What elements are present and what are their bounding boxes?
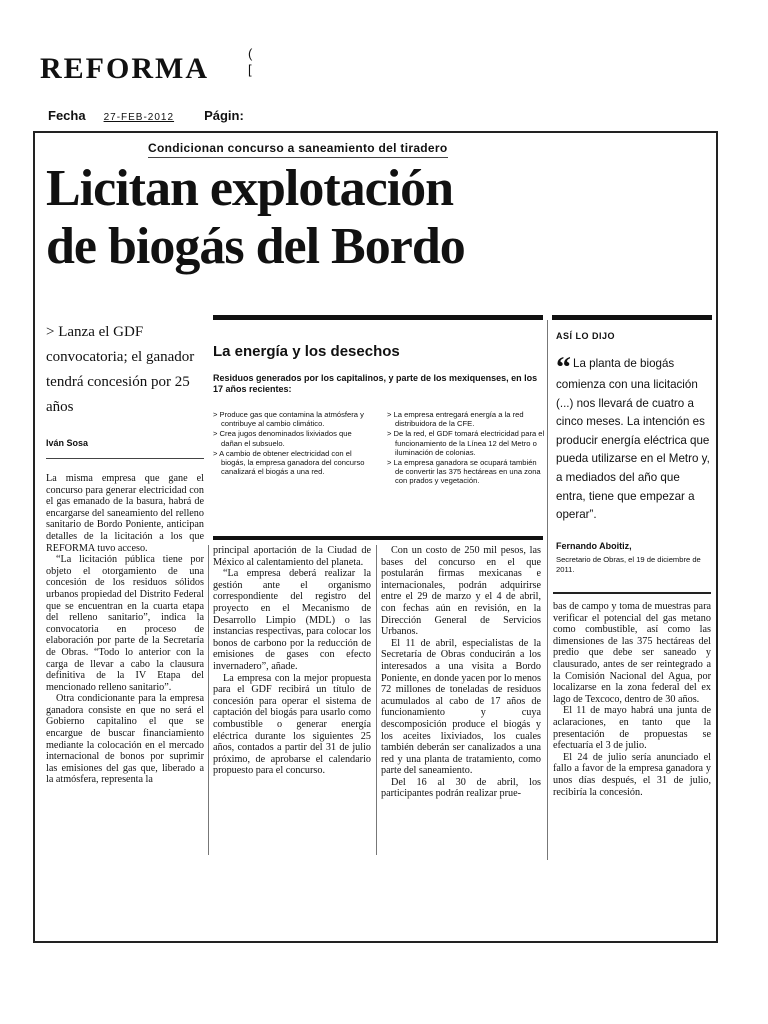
newspaper-logo: REFORMA: [40, 52, 209, 85]
paragraph: Otra condicionante para la empresa ganadora consiste en que no será el Gobierno capitalino el que se encargue de buscar financiamiento mediante la colocación en el mercado internacional de bonos por suprimir las emisiones del gas que, liberado a la atmósfera, representa la: [46, 693, 204, 786]
paragraph: “La empresa deberá realizar la gestión ante el organismo correspondiente del registro del proyecto en el Mecanismo de Desarrollo Limpio (MDL) o las instancias respectivas, para colocar los bonos de carbono por la reducción de emisiones de gases con efecto invernadero”, añade.: [213, 568, 371, 672]
column-divider: [208, 545, 209, 855]
article-headline: [46, 160, 646, 276]
paragraph: Del 16 al 30 de abril, los participantes podrán realizar prue-: [381, 776, 541, 800]
column-divider: [376, 545, 377, 855]
article-column-3: [381, 545, 541, 800]
article-kicker: Condicionan concurso a saneamiento del tiradero: [148, 141, 448, 158]
quote-bottom-rule: [553, 592, 711, 594]
quote-mark: “: [556, 351, 571, 384]
paragraph: El 11 de abril, especialistas de la Secretaría de Obras conducirán a los interesados a una visita a Bordo Poniente, en donde yacen por lo menos 72 millones de toneladas de residuos acumulados al cabo de 17 años de funcionamiento y cuya descomposición produce el biogás y los aceites lixiviados, los cuales también deberán ser canalizados a una red y una planta de tratamiento, como parte del saneamiento.: [381, 637, 541, 777]
pull-quote: [556, 351, 712, 525]
paragraph: El 24 de julio sería anunciado el fallo a favor de la empresa ganadora y unos días después, el 31 de julio, recibiría la concesión.: [553, 751, 711, 798]
paragraph: bas de campo y toma de muestras para verificar el potencial del gas metano como combustible, así como las dimensiones de las 375 hectáreas del predio que debe ser saneado y clausurado, antes de ser reintegrado a la Comisión Nacional del Agua, por localizarse en la zona federal del ex lago de Texcoco, dentro de 30 años.: [553, 601, 711, 705]
pagina-label: Págin:: [204, 108, 244, 123]
sidebar-bullet: > La empresa ganadora se ocupará también de convertir las 375 hectáreas en una zona con prados y vegetación.: [387, 458, 541, 486]
sidebar-subtitle: Residuos generados por los capitalinos, y parte de los mexiquenses, en los 17 años recientes:: [213, 373, 538, 394]
sidebar-bullet: > Crea jugos denominados lixiviados que dañan el subsuelo.: [213, 429, 352, 448]
sidebar-title: La energía y los desechos: [213, 343, 400, 360]
headline-line-1: Licitan explotación: [46, 160, 454, 217]
paragraph: La empresa con la mejor propuesta para el GDF recibirá un título de concesión para operar el sistema de captación del biogás para usarlo como combustible o generar energía eléctrica durante los siguientes 25 años, contados a partir del 31 de julio próximo, de aprobarse el calendario propuesto para el concurso.: [213, 672, 371, 777]
sidebar-bottom-rule: [213, 536, 543, 540]
sidebar-bullet: > A cambio de obtener electricidad con el biogás, la empresa ganadora del concurso canalizará el biogás a una red.: [213, 448, 365, 477]
paragraph: “La licitación pública tiene por objeto el otorgamiento de una concesión de los residuos sólidos urbanos propiedad del Distrito Federal que se encuentran en la cuarta etapa del relleno sanitario”, indica la convocatoria en proceso de elaboración por parte de la Secretaría de Obras. “Todo lo anterior con la carga de llevar a cabo la clausura definitiva de la IV Etapa del mencionado relleno sanitario”.: [46, 554, 204, 693]
fecha-label: Fecha: [48, 108, 86, 123]
sidebar-bullet: > La empresa entregará energía a la red distribuidora de la CFE.: [387, 410, 524, 429]
headline-line-2: de biogás del Bordo: [46, 218, 465, 275]
paragraph: Con un costo de 250 mil pesos, las bases del concurso en el que postularán firmas mexicanas e internacionales, podrán adquirirse entre el 29 de marzo y el 4 de abril, con fechas aún en revisión, en la Dirección General de Servicios Urbanos.: [381, 545, 541, 638]
article-column-1: [46, 473, 204, 786]
quote-rule: [552, 315, 712, 320]
sidebar-bullet: > De la red, el GDF tomará electricidad para el funcionamiento de la Línea 12 del Metro o iluminación de colonias.: [387, 429, 545, 457]
sidebar-bullet: > Produce gas que contamina la atmósfera y contribuye al cambio climático.: [213, 410, 364, 429]
paragraph: principal aportación de la Ciudad de México al calentamiento del planeta.: [213, 545, 371, 568]
byline: Iván Sosa: [46, 438, 89, 448]
headline-rule: [213, 315, 543, 320]
quote-text: La planta de biogás comienza con una licitación (...) nos llevará de cuatro a cinco meses. La intención es producir energía eléctrica que pueda utilizarse en el Metro y, a mediados del año que entra, tiene que empezar a operar”.: [556, 357, 710, 522]
byline-rule: [46, 458, 204, 459]
quote-author-role: Secretario de Obras, el 19 de diciembre de 2011.: [556, 555, 701, 574]
article-deck: > Lanza el GDF convocatoria; el ganador tendrá concesión por 25 años: [46, 324, 195, 415]
quote-author: Fernando Aboitiz,: [556, 541, 632, 551]
paragraph: El 11 de mayo habrá una junta de aclaraciones, en tanto que la presentación de propuestas se efectuaría el 3 de julio.: [553, 705, 711, 752]
quote-label: ASÍ LO DIJO: [556, 331, 616, 341]
clipping-date: 27-FEB-2012: [103, 112, 175, 123]
sidebar-bullets-right: [387, 410, 547, 487]
column-divider: [547, 320, 548, 860]
clipping-meta: [48, 108, 244, 123]
paragraph: La misma empresa que gane el concurso para generar electricidad con el gas emanado de la basura, habrá de encargarse del saneamiento del relleno sanitario de Bordo Poniente, anticipan detalles de la licitación a los que REFORMA tuvo acceso.: [46, 473, 204, 554]
sidebar-bullets-left: [213, 410, 373, 477]
article-column-2: [213, 545, 371, 777]
article-column-4: [553, 601, 711, 798]
masthead-mark: ( [: [248, 46, 253, 77]
